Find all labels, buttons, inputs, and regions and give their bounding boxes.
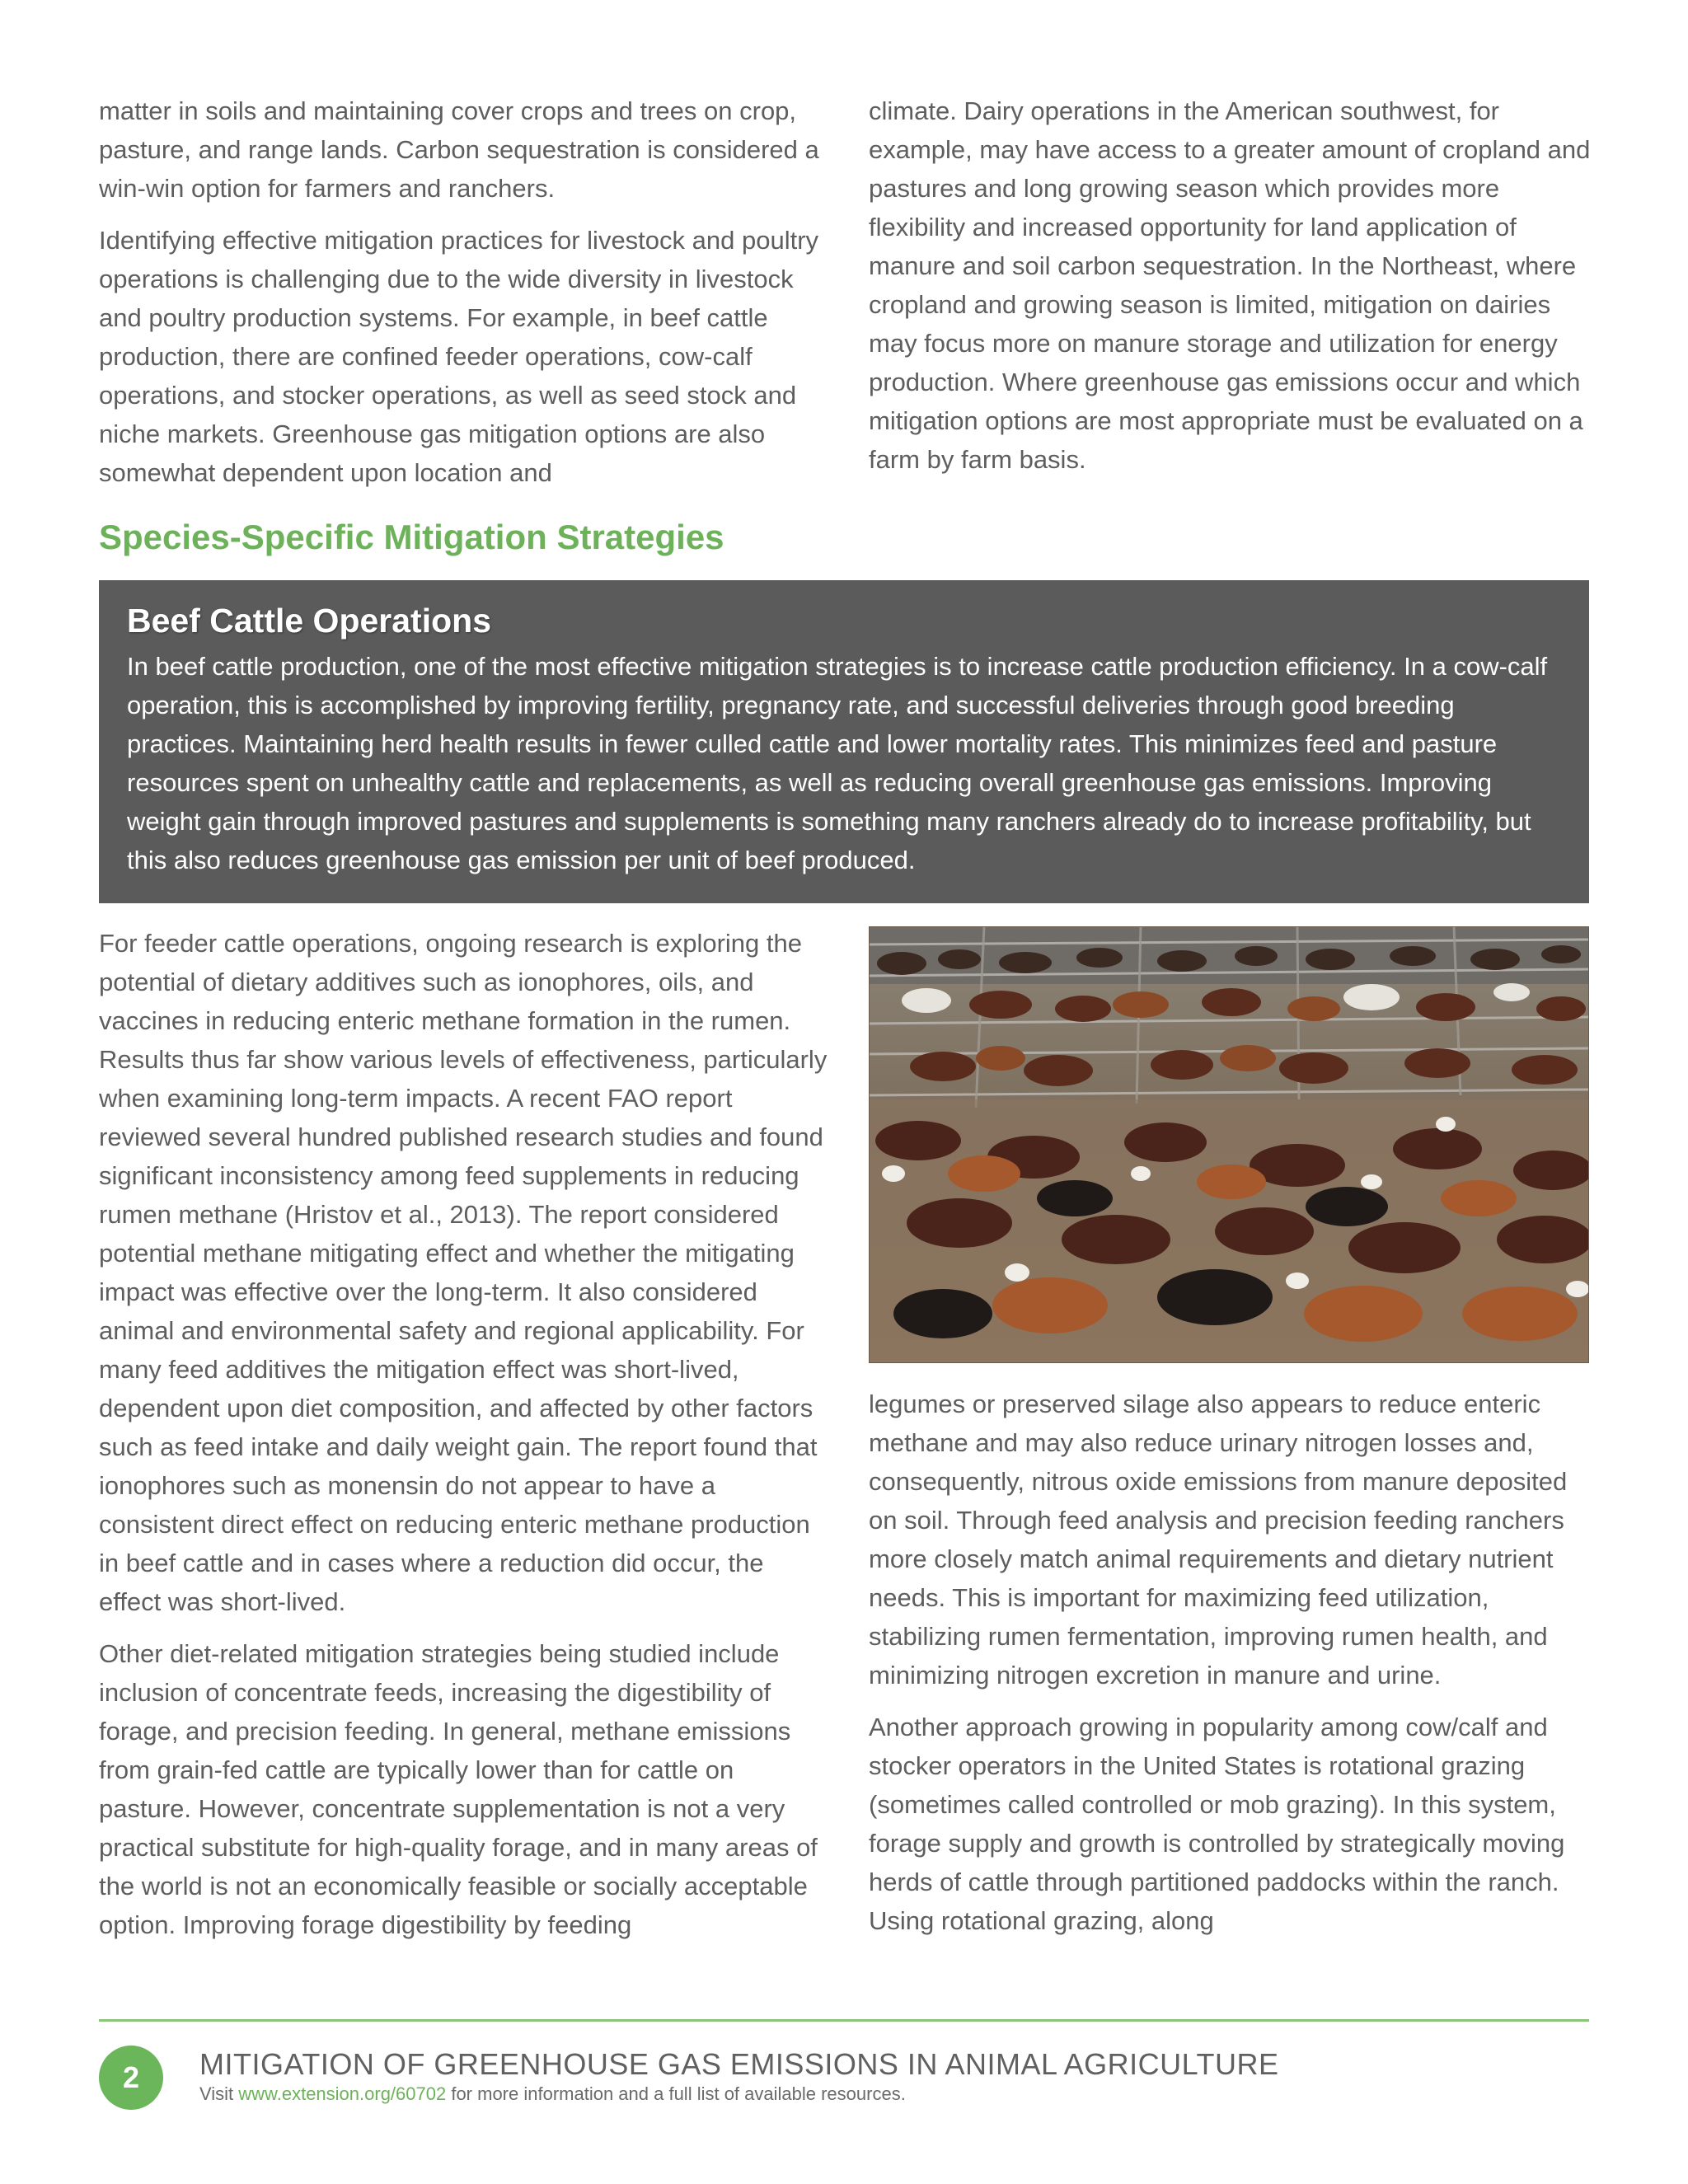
- paragraph: climate. Dairy operations in the American southwest, for example, may have access to a greater amount of cropland and pastures and long growing season which provides more flexibility and increased opportunity for land application of manure and soil carbon sequestration. In the Northeast, where cropland and growing season is limited, mitigation on dairies may focus more on manure storage and utilization for energy production. Where greenhouse gas emissions occur and which mitigation options are most appropriate must be evaluated on a farm by farm basis.: [869, 96, 1591, 474]
- column-1-top-text: [99, 91, 832, 492]
- paragraph: matter in soils and maintaining cover crops and trees on crop, pasture, and range lands. Carbon sequestration is considered a win-win option for farmers and ranchers.: [99, 96, 819, 203]
- beef-cattle-sidebar: [99, 580, 1589, 903]
- footer-divider: [99, 2019, 1589, 2022]
- footer-title: MITIGATION OF GREENHOUSE GAS EMISSIONS IN ANIMAL AGRICULTURE: [199, 2047, 1279, 2081]
- paragraph: Identifying effective mitigation practices for livestock and poultry operations is challenging due to the wide diversity in livestock and poultry production systems. For example, in beef cattle production, there are confined feeder operations, cow-calf operations, and stocker operations, as well as seed stock and niche markets. Greenhouse gas mitigation options are also somewhat dependent upon location and: [99, 226, 819, 487]
- sidebar-title: Beef Cattle Operations: [127, 602, 491, 640]
- column-2-bottom-text: [869, 1385, 1594, 1940]
- extension-link[interactable]: www.extension.org/60702: [238, 2083, 447, 2104]
- sidebar-body: In beef cattle production, one of the most effective mitigation strategies is to increase cattle production efficiency. In a cow-calf operation, this is accomplished by improving fertility, pregnancy rate, and successful deliveries through good breeding practices. Maintaining herd health results in fewer culled cattle and lower mortality rates. This minimizes feed and pasture resources spent on unhealthy cattle and replacements, as well as reducing overall greenhouse gas emissions. Improving weight gain through improved pastures and supplements is something many ranchers already do to increase profitability, but this also reduces greenhouse gas emission per unit of beef produced.: [127, 652, 1548, 874]
- section-heading: Species-Specific Mitigation Strategies: [99, 518, 724, 556]
- column-1-bottom-text: [99, 924, 832, 1944]
- paragraph: Another approach growing in popularity among cow/calf and stocker operators in the United States is rotational grazing (sometimes called controlled or mob grazing). In this system, forage supply and growth is controlled by strategically moving herds of cattle through partitioned paddocks within the ranch. Using rotational grazing, along: [869, 1713, 1565, 1935]
- footer-note-suffix: for more information and a full list of available resources.: [446, 2083, 906, 2104]
- footer-note: [199, 2083, 906, 2105]
- footer-note-prefix: Visit: [199, 2083, 239, 2104]
- paragraph: legumes or preserved silage also appears to reduce enteric methane and may also reduce urinary nitrogen losses and, consequently, nitrous oxide emissions from manure deposited on soil. Through feed analysis and precision feeding ranchers more closely match animal requirements and dietary nutrient needs. This is important for maximizing feed utilization, stabilizing rumen fermentation, improving rumen health, and minimizing nitrogen excretion in manure and urine.: [869, 1390, 1568, 1690]
- cattle-feedlot-photo: [869, 926, 1589, 1363]
- cattle-feedlot-image: [869, 926, 1589, 1363]
- column-2-top-text: [869, 91, 1594, 479]
- page-number-badge: 2: [99, 2046, 163, 2110]
- paragraph: For feeder cattle operations, ongoing research is exploring the potential of dietary additives such as ionophores, oils, and vaccines in reducing enteric methane formation in the rumen. Results thus far show various levels of effectiveness, particularly when examining long-term impacts. A recent FAO report reviewed several hundred published research studies and found significant inconsistency among feed supplements in reducing rumen methane (Hristov et al., 2013). The report considered potential methane mitigating effect and whether the mitigating impact was effective over the long-term. It also considered animal and environmental safety and regional applicability. For many feed additives the mitigation effect was short-lived, dependent upon diet composition, and affected by other factors such as feed intake and daily weight gain. The report found that ionophores such as monensin do not appear to have a consistent direct effect on reducing enteric methane production in beef cattle and in cases where a reduction did occur, the effect was short-lived.: [99, 929, 828, 1616]
- paragraph: Other diet-related mitigation strategies being studied include inclusion of concentrate feeds, increasing the digestibility of forage, and precision feeding. In general, methane emissions from grain-fed cattle are typically lower than for cattle on pasture. However, concentrate supplementation is not a very practical substitute for high-quality forage, and in many areas of the world is not an economically feasible or socially acceptable option. Improving forage digestibility by feeding: [99, 1639, 818, 1939]
